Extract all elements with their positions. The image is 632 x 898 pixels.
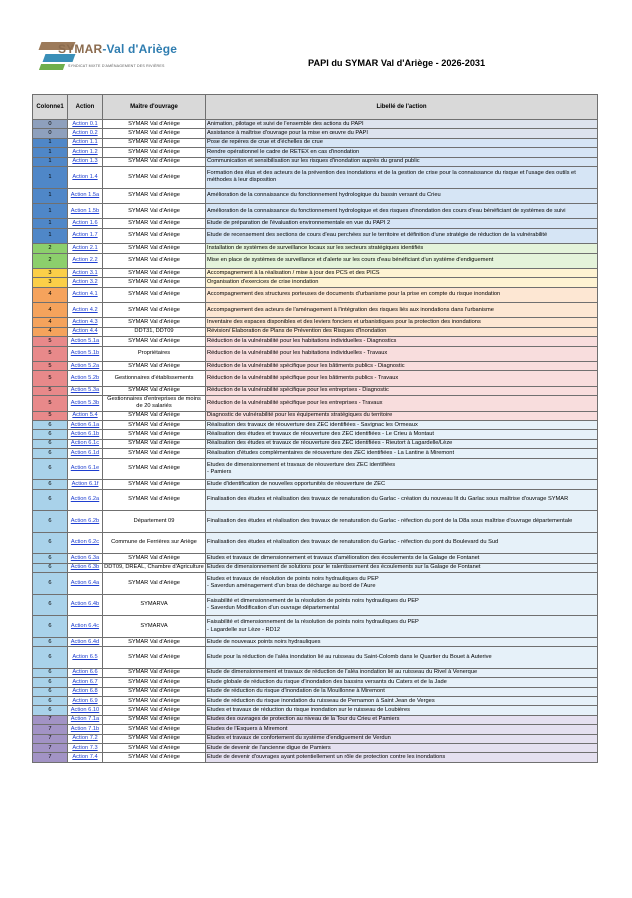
action-label-cell: Diagnostic de vulnérabilité pour les équipements stratégiques du territoire (206, 411, 598, 420)
action-link[interactable]: Action 1.2 (68, 148, 103, 157)
action-link[interactable]: Action 6.1e (68, 458, 103, 480)
priority-cell: 7 (33, 734, 68, 743)
symar-logo (40, 40, 178, 76)
action-label-cell: Faisabilité et dimensionnement de la résolution de points noirs hydrauliques du PEP - Saverdun Modification d'un ouvrage départemental (206, 594, 598, 616)
action-link[interactable]: Action 4.2 (68, 303, 103, 318)
action-label-cell: Pose de repères de crue et d'échelles de crue (206, 138, 598, 147)
owner-cell: SYMAR Val d'Ariège (103, 449, 206, 458)
action-label-cell: Etudes des ouvrages de protection au niveau de la Tour du Crieu et Pamiers (206, 715, 598, 724)
priority-cell: 6 (33, 647, 68, 669)
table-row (33, 687, 598, 696)
action-link[interactable]: Action 6.4a (68, 573, 103, 595)
owner-cell: SYMAR Val d'Ariège (103, 715, 206, 724)
table-row (33, 420, 598, 429)
action-label-cell: Etudes de dimensionnement et travaux de réouverture des ZEC identifiées - Pamiers (206, 458, 598, 480)
owner-cell: SYMAR Val d'Ariège (103, 318, 206, 327)
table-row (33, 303, 598, 318)
owner-cell: SYMAR Val d'Ariège (103, 706, 206, 715)
table-row (33, 594, 598, 616)
header-libelle[interactable]: Libellé de l'action (206, 95, 598, 120)
action-link[interactable]: Action 6.10 (68, 706, 103, 715)
table-row (33, 346, 598, 361)
action-label-cell: Réalisation des études et travaux de réouverture des ZEC identifiées - Rieutort à Lagardelle/Lèze (206, 439, 598, 448)
priority-cell: 4 (33, 287, 68, 302)
action-label-cell: Etude de dimensionnement et travaux de réduction de l'aléa inondation lié au ruisseau du Rivel à Venerque (206, 668, 598, 677)
owner-cell: SYMAR Val d'Ariège (103, 637, 206, 646)
action-link[interactable]: Action 3.2 (68, 278, 103, 287)
action-label-cell: Mise en place de systèmes de surveillance et d'alerte sur les cours d'eau bénéficiant d'un système d'endiguement (206, 253, 598, 268)
table-row (33, 371, 598, 386)
action-label-cell: Réalisation des travaux de réouverture des ZEC identifiées - Savignac les Ormeaux (206, 420, 598, 429)
owner-cell: SYMAR Val d'Ariège (103, 743, 206, 752)
owner-cell: SYMAR Val d'Ariège (103, 287, 206, 302)
table-row (33, 362, 598, 371)
priority-cell: 1 (33, 219, 68, 228)
owner-cell: SYMAR Val d'Ariège (103, 458, 206, 480)
action-label-cell: Réduction de la vulnérabilité spécifique pour les entreprises - Diagnostic (206, 386, 598, 395)
action-link[interactable]: Action 1.3 (68, 157, 103, 166)
action-link[interactable]: Action 7.1a (68, 715, 103, 724)
action-link[interactable]: Action 6.7 (68, 678, 103, 687)
action-label-cell: Accompagnement à la réalisation / mise à jour des PCS et des PICS (206, 268, 598, 277)
priority-cell: 5 (33, 346, 68, 361)
priority-cell: 6 (33, 458, 68, 480)
owner-cell: Gestionnaires d'entreprises de moins de 20 salariés (103, 396, 206, 411)
priority-cell: 7 (33, 753, 68, 762)
owner-cell: SYMAR Val d'Ariège (103, 278, 206, 287)
priority-cell: 6 (33, 594, 68, 616)
owner-cell: Gestionnaires d'établissements (103, 371, 206, 386)
owner-cell: SYMAR Val d'Ariège (103, 430, 206, 439)
owner-cell: SYMAR Val d'Ariège (103, 734, 206, 743)
action-link[interactable]: Action 1.5a (68, 188, 103, 203)
owner-cell: SYMAR Val d'Ariège (103, 253, 206, 268)
priority-cell: 5 (33, 362, 68, 371)
action-link[interactable]: Action 1.7 (68, 228, 103, 243)
table-row (33, 743, 598, 752)
owner-cell: SYMAR Val d'Ariège (103, 554, 206, 563)
owner-cell: SYMAR Val d'Ariège (103, 228, 206, 243)
action-label-cell: Etude de recensement des sections de cours d'eau perchées sur le territoire et définition d'une stratégie de réduction de la vulnérabilité (206, 228, 598, 243)
priority-cell: 0 (33, 129, 68, 138)
priority-cell: 6 (33, 532, 68, 554)
action-link[interactable]: Action 5.3a (68, 386, 103, 395)
table-row (33, 327, 598, 336)
action-label-cell: Accompagnement des acteurs de l'aménagement à l'intégration des risques liés aux inondations dans l'urbanisme (206, 303, 598, 318)
priority-cell: 6 (33, 616, 68, 638)
action-link[interactable]: Action 1.5b (68, 203, 103, 218)
owner-cell: SYMAR Val d'Ariège (103, 303, 206, 318)
table-row (33, 511, 598, 533)
priority-cell: 6 (33, 573, 68, 595)
table-row (33, 715, 598, 724)
table-row (33, 386, 598, 395)
priority-cell: 1 (33, 148, 68, 157)
priority-cell: 6 (33, 697, 68, 706)
table-row (33, 430, 598, 439)
table-row (33, 678, 598, 687)
owner-cell: SYMAR Val d'Ariège (103, 411, 206, 420)
action-label-cell: Réduction de la vulnérabilité pour les habitations individuelles - Travaux (206, 346, 598, 361)
priority-cell: 6 (33, 489, 68, 511)
action-link[interactable]: Action 4.3 (68, 318, 103, 327)
action-link[interactable]: Action 0.2 (68, 129, 103, 138)
action-label-cell: Etude globale de réduction du risque d'inondation des bassins versants du Caters et de la Jade (206, 678, 598, 687)
owner-cell: SYMAR Val d'Ariège (103, 203, 206, 218)
action-link[interactable]: Action 7.1b (68, 725, 103, 734)
table-header-row (33, 95, 598, 120)
owner-cell: SYMARVA (103, 616, 206, 638)
action-label-cell: Etudes de l'Esquers à Miremont (206, 725, 598, 734)
priority-cell: 5 (33, 396, 68, 411)
priority-cell: 6 (33, 637, 68, 646)
logo-tagline: SYNDICAT MIXTE D'AMÉNAGEMENT DES RIVIÈRES (68, 64, 165, 68)
owner-cell: SYMAR Val d'Ariège (103, 668, 206, 677)
action-link[interactable]: Action 6.9 (68, 697, 103, 706)
owner-cell: SYMAR Val d'Ariège (103, 480, 206, 489)
table-row (33, 318, 598, 327)
table-row (33, 287, 598, 302)
table-row (33, 573, 598, 595)
table-row (33, 439, 598, 448)
table-row (33, 616, 598, 638)
table-row (33, 228, 598, 243)
priority-cell: 5 (33, 411, 68, 420)
priority-cell: 7 (33, 743, 68, 752)
action-link[interactable]: Action 5.2a (68, 362, 103, 371)
action-link[interactable]: Action 7.2 (68, 734, 103, 743)
table-row (33, 244, 598, 253)
action-link[interactable]: Action 5.1b (68, 346, 103, 361)
priority-cell: 6 (33, 687, 68, 696)
owner-cell: SYMAR Val d'Ariège (103, 157, 206, 166)
table-row (33, 138, 598, 147)
priority-cell: 2 (33, 244, 68, 253)
table-row (33, 725, 598, 734)
action-label-cell: Assistance à maîtrise d'ouvrage pour la mise en œuvre du PAPI (206, 129, 598, 138)
action-label-cell: Formation des élus et des acteurs de la prévention des inondations et de la gestion de crise pour la connaissance du risque et l'usage des outils et méthodes à leur disposition (206, 166, 598, 188)
action-label-cell: Installation de systèmes de surveillance locaux sur les secteurs stratégiques identifiés (206, 244, 598, 253)
action-label-cell: Réduction de la vulnérabilité spécifique pour les bâtiments publics - Travaux (206, 371, 598, 386)
owner-cell: SYMAR Val d'Ariège (103, 386, 206, 395)
owner-cell: SYMAR Val d'Ariège (103, 337, 206, 346)
action-link[interactable]: Action 6.3b (68, 563, 103, 572)
owner-cell: SYMAR Val d'Ariège (103, 166, 206, 188)
action-link[interactable]: Action 4.4 (68, 327, 103, 336)
actions-table-container (32, 94, 597, 763)
action-link[interactable]: Action 6.1b (68, 430, 103, 439)
action-label-cell: Réduction de la vulnérabilité spécifique pour les bâtiments publics - Diagnostic (206, 362, 598, 371)
priority-cell: 1 (33, 203, 68, 218)
action-label-cell: Etude de réduction du risque d'inondation de la Mouillonne à Miremont (206, 687, 598, 696)
table-row (33, 157, 598, 166)
owner-cell: DDT09, DREAL, Chambre d'Agriculture (103, 563, 206, 572)
table-row (33, 734, 598, 743)
table-row (33, 219, 598, 228)
priority-cell: 1 (33, 188, 68, 203)
action-link[interactable]: Action 5.2b (68, 371, 103, 386)
action-link[interactable]: Action 2.2 (68, 253, 103, 268)
priority-cell: 3 (33, 268, 68, 277)
action-link[interactable]: Action 7.3 (68, 743, 103, 752)
table-body (33, 120, 598, 763)
action-link[interactable]: Action 1.6 (68, 219, 103, 228)
action-label-cell: Etude de préparation de l'évaluation environnementale en vue du PAPI 2 (206, 219, 598, 228)
priority-cell: 7 (33, 715, 68, 724)
priority-cell: 6 (33, 563, 68, 572)
owner-cell: SYMAR Val d'Ariège (103, 268, 206, 277)
owner-cell: SYMAR Val d'Ariège (103, 148, 206, 157)
owner-cell: SYMAR Val d'Ariège (103, 362, 206, 371)
owner-cell: SYMAR Val d'Ariège (103, 138, 206, 147)
priority-cell: 4 (33, 303, 68, 318)
action-label-cell: Finalisation des études et réalisation des travaux de renaturation du Garlac - réfection du pont de la D8a sous maîtrise d'ouvrage départementale (206, 511, 598, 533)
owner-cell: SYMAR Val d'Ariège (103, 120, 206, 129)
action-label-cell: Rendre opérationnel le cadre de RETEX en cas d'inondation (206, 148, 598, 157)
table-row (33, 411, 598, 420)
owner-cell: DDT31, DDT09 (103, 327, 206, 336)
action-link[interactable]: Action 6.4c (68, 616, 103, 638)
action-link[interactable]: Action 7.4 (68, 753, 103, 762)
table-row (33, 489, 598, 511)
action-link[interactable]: Action 2.1 (68, 244, 103, 253)
action-link[interactable]: Action 6.4d (68, 637, 103, 646)
priority-cell: 6 (33, 480, 68, 489)
owner-cell: SYMAR Val d'Ariège (103, 697, 206, 706)
action-label-cell: Etudes et travaux de confortement du système d'endiguement de Verdun (206, 734, 598, 743)
action-label-cell: Finalisation des études et réalisation des travaux de renaturation du Garlac - réfection du pont du Boulevard du Sud (206, 532, 598, 554)
owner-cell: SYMAR Val d'Ariège (103, 647, 206, 669)
action-label-cell: Réduction de la vulnérabilité spécifique pour les entreprises - Travaux (206, 396, 598, 411)
priority-cell: 4 (33, 327, 68, 336)
table-row (33, 480, 598, 489)
action-label-cell: Etude de devenir d'ouvrages ayant potentiellement un rôle de protection contre les inondations (206, 753, 598, 762)
priority-cell: 7 (33, 725, 68, 734)
action-link[interactable]: Action 6.2a (68, 489, 103, 511)
action-link[interactable]: Action 5.3b (68, 396, 103, 411)
table-row (33, 278, 598, 287)
owner-cell: SYMAR Val d'Ariège (103, 219, 206, 228)
priority-cell: 5 (33, 371, 68, 386)
action-label-cell: Amélioration de la connaissance du fonctionnement hydrologique et des risques d'inondation des cours d'eau bénéficiant de systèmes de suivi (206, 203, 598, 218)
action-label-cell: Etude de devenir de l'ancienne digue de Pamiers (206, 743, 598, 752)
action-link[interactable]: Action 6.1f (68, 480, 103, 489)
table-row (33, 203, 598, 218)
action-label-cell: Finalisation des études et réalisation des travaux de renaturation du Garlac - création du nouveau lit du Garlac sous maîtrise d'ouvrage SYMAR (206, 489, 598, 511)
table-row (33, 396, 598, 411)
priority-cell: 5 (33, 386, 68, 395)
header-colonne1[interactable]: Colonne1 (33, 95, 68, 120)
table-row (33, 637, 598, 646)
owner-cell: SYMAR Val d'Ariège (103, 678, 206, 687)
actions-table (32, 94, 598, 763)
page-header (0, 0, 632, 88)
priority-cell: 6 (33, 554, 68, 563)
owner-cell: SYMAR Val d'Ariège (103, 489, 206, 511)
action-link[interactable]: Action 6.4b (68, 594, 103, 616)
priority-cell: 4 (33, 318, 68, 327)
page-title: PAPI du SYMAR Val d'Ariège - 2026-2031 (308, 58, 486, 68)
table-row (33, 148, 598, 157)
action-label-cell: Etudes et travaux de résolution de points noirs hydrauliques du PEP - Saverdun aménagement d'un bras de décharge au bord de l'Aure (206, 573, 598, 595)
table-row (33, 697, 598, 706)
owner-cell: SYMAR Val d'Ariège (103, 573, 206, 595)
priority-cell: 3 (33, 278, 68, 287)
header-maitre-ouvrage[interactable]: Maître d'ouvrage (103, 95, 206, 120)
priority-cell: 6 (33, 678, 68, 687)
action-link[interactable]: Action 4.1 (68, 287, 103, 302)
table-row (33, 188, 598, 203)
priority-cell: 1 (33, 228, 68, 243)
owner-cell: SYMAR Val d'Ariège (103, 725, 206, 734)
action-label-cell: Amélioration de la connaissance du fonctionnement hydrologique du bassin versant du Crieu (206, 188, 598, 203)
action-link[interactable]: Action 6.1c (68, 439, 103, 448)
action-link[interactable]: Action 1.4 (68, 166, 103, 188)
owner-cell: SYMAR Val d'Ariège (103, 188, 206, 203)
priority-cell: 1 (33, 166, 68, 188)
table-row (33, 129, 598, 138)
table-row (33, 120, 598, 129)
logo-name: SYMAR-Val d'Ariège (58, 42, 178, 56)
table-row (33, 268, 598, 277)
priority-cell: 5 (33, 337, 68, 346)
priority-cell: 6 (33, 420, 68, 429)
owner-cell: SYMAR Val d'Ariège (103, 244, 206, 253)
table-row (33, 668, 598, 677)
table-row (33, 563, 598, 572)
action-label-cell: Communication et sensibilisation sur les risques d'inondation auprès du grand public (206, 157, 598, 166)
action-label-cell: Etude de nouveaux points noirs hydrauliques (206, 637, 598, 646)
action-link[interactable]: Action 6.2b (68, 511, 103, 533)
table-row (33, 753, 598, 762)
owner-cell: SYMAR Val d'Ariège (103, 129, 206, 138)
action-link[interactable]: Action 6.3a (68, 554, 103, 563)
action-label-cell: Etude de réduction du risque inondation du ruisseau de Pernamon à Saint Jean de Verges (206, 697, 598, 706)
action-link[interactable]: Action 6.6 (68, 668, 103, 677)
priority-cell: 1 (33, 157, 68, 166)
action-label-cell: Inventaire des espaces disponibles et des leviers fonciers et urbanistiques pour la protection des inondations (206, 318, 598, 327)
table-row (33, 458, 598, 480)
header-action[interactable]: Action (68, 95, 103, 120)
priority-cell: 6 (33, 668, 68, 677)
priority-cell: 0 (33, 120, 68, 129)
action-label-cell: Organisation d'exercices de crise inondation (206, 278, 598, 287)
owner-cell: SYMAR Val d'Ariège (103, 439, 206, 448)
table-row (33, 706, 598, 715)
action-label-cell: Animation, pilotage et suivi de l'ensemble des actions du PAPI (206, 120, 598, 129)
owner-cell: Propriétaires (103, 346, 206, 361)
action-label-cell: Faisabilité et dimensionnement de la résolution de points noirs hydrauliques du PEP - Lagardelle sur Lèze - RD12 (206, 616, 598, 638)
priority-cell: 6 (33, 449, 68, 458)
action-link[interactable]: Action 3.1 (68, 268, 103, 277)
action-link[interactable]: Action 1.1 (68, 138, 103, 147)
owner-cell: Département 09 (103, 511, 206, 533)
action-link[interactable]: Action 5.1a (68, 337, 103, 346)
owner-cell: Commune de Ferrières sur Ariège (103, 532, 206, 554)
action-link[interactable]: Action 6.8 (68, 687, 103, 696)
priority-cell: 6 (33, 430, 68, 439)
table-row (33, 253, 598, 268)
table-row (33, 337, 598, 346)
action-link[interactable]: Action 6.1a (68, 420, 103, 429)
action-label-cell: Etudes et travaux de réduction du risque inondation sur le ruisseau de Loubières (206, 706, 598, 715)
table-row (33, 166, 598, 188)
action-link[interactable]: Action 5.4 (68, 411, 103, 420)
action-label-cell: Etude pour la réduction de l'aléa inondation lié au ruisseau du Saint-Colomb dans le Quartier du Bouet à Auterive (206, 647, 598, 669)
action-label-cell: Réalisation d'études complémentaires de réouverture des ZEC identifiées - La Lantine à Miremont (206, 449, 598, 458)
action-label-cell: Etude d'identification de nouvelles opportunités de réouverture de ZEC (206, 480, 598, 489)
action-label-cell: Etudes de dimensionnement de solutions pour le ralentissement des écoulements sur la Galage de Fontanet (206, 563, 598, 572)
owner-cell: SYMARVA (103, 594, 206, 616)
action-link[interactable]: Action 6.2c (68, 532, 103, 554)
priority-cell: 1 (33, 138, 68, 147)
priority-cell: 2 (33, 253, 68, 268)
table-row (33, 554, 598, 563)
owner-cell: SYMAR Val d'Ariège (103, 687, 206, 696)
action-link[interactable]: Action 6.1d (68, 449, 103, 458)
table-row (33, 449, 598, 458)
action-label-cell: Réduction de la vulnérabilité pour les habitations individuelles - Diagnostics (206, 337, 598, 346)
action-label-cell: Etudes et travaux de dimensionnement et travaux d'amélioration des écoulements de la Galage de Fontanet (206, 554, 598, 563)
action-link[interactable]: Action 6.5 (68, 647, 103, 669)
priority-cell: 6 (33, 439, 68, 448)
table-row (33, 647, 598, 669)
logo-stripe-green (39, 64, 65, 70)
action-label-cell: Accompagnement des structures porteuses de documents d'urbanisme pour la prise en compte du risque inondation (206, 287, 598, 302)
owner-cell: SYMAR Val d'Ariège (103, 420, 206, 429)
priority-cell: 6 (33, 706, 68, 715)
table-row (33, 532, 598, 554)
action-label-cell: Réalisation des études et travaux de réouverture des ZEC identifiées - Le Crieu à Montaut (206, 430, 598, 439)
owner-cell: SYMAR Val d'Ariège (103, 753, 206, 762)
action-label-cell: Révision/ Elaboration de Plans de Prévention des Risques d'Inondation (206, 327, 598, 336)
action-link[interactable]: Action 0.1 (68, 120, 103, 129)
priority-cell: 6 (33, 511, 68, 533)
